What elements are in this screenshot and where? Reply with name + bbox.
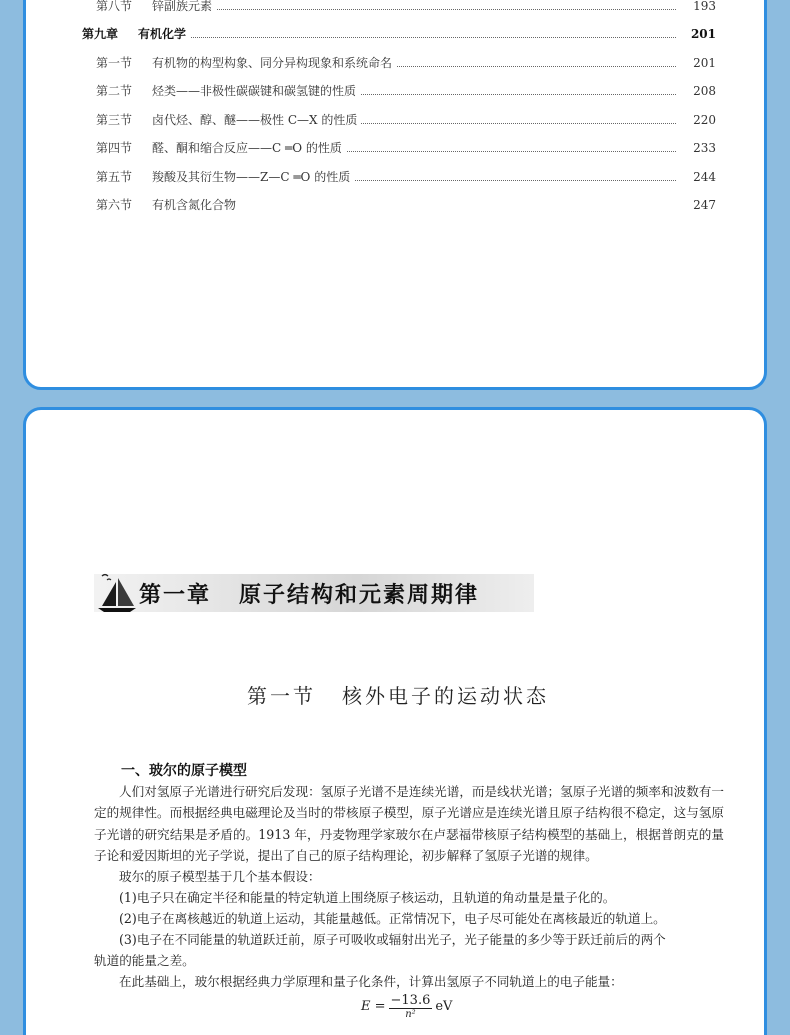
toc-section-title: 有机含氮化合物 <box>152 194 240 216</box>
toc-page-number: 220 <box>676 109 716 131</box>
chapter-name: 原子结构和元素周期律 <box>239 583 480 608</box>
assumption-item: (3)电子在不同能量的轨道跃迁前，原子可吸收或辐射出光子，光子能量的多少等于跃迁前后的两个 <box>119 932 666 947</box>
toc-section-row[interactable] <box>96 137 716 159</box>
toc-section-number: 第四节 <box>96 141 133 155</box>
toc-section-title: 锌副族元素 <box>152 0 216 17</box>
energy-formula <box>361 993 452 1020</box>
content-card <box>23 407 767 1035</box>
toc-section-number: 第八节 <box>96 0 133 13</box>
subsection-heading: 一、玻尔的原子模型 <box>121 763 247 779</box>
toc-section-number: 第一节 <box>96 56 133 70</box>
toc-section-title: 羧酸及其衍生物——Z—C ═O 的性质 <box>152 166 354 188</box>
toc-page-number: 233 <box>676 137 716 159</box>
formula-denominator: n² <box>405 1009 416 1020</box>
assumption-item: (2)电子在离核越近的轨道上运动，其能量越低。正常情况下，电子尽可能处在离核最近的轨道上。 <box>119 911 666 926</box>
toc-leader-dots <box>138 37 676 38</box>
toc-leader-dots <box>152 9 676 10</box>
chapter-banner <box>94 570 534 616</box>
toc-section-number: 第二节 <box>96 84 133 98</box>
toc-section-title: 卤代烃、醇、醚——极性 C—X 的性质 <box>152 109 361 131</box>
toc-chapter-title: 有机化学 <box>138 23 190 45</box>
formula-numerator: −13.6 <box>390 993 431 1008</box>
toc-row-partial[interactable] <box>96 0 716 17</box>
toc-section-row[interactable] <box>96 166 716 188</box>
toc-section-number: 第三节 <box>96 113 133 127</box>
toc-section-row[interactable] <box>96 109 716 131</box>
toc-page-number: 247 <box>676 194 716 216</box>
energy-intro: 在此基础上，玻尔根据经典力学原理和量子化条件，计算出氢原子不同轨道上的电子能量： <box>119 974 623 989</box>
toc-chapter-number: 第九章 <box>82 27 119 41</box>
toc-card <box>23 0 767 390</box>
toc-section-row[interactable] <box>96 194 716 216</box>
toc-page-number: 208 <box>676 80 716 102</box>
toc-section-number: 第五节 <box>96 170 133 184</box>
formula-unit: eV <box>435 999 453 1014</box>
formula-lhs: E = <box>361 999 386 1014</box>
toc-page-number: 244 <box>676 166 716 188</box>
formula-fraction <box>389 993 433 1020</box>
toc-section-title: 有机物的构型构象、同分异构现象和系统命名 <box>152 52 396 74</box>
toc-section-number: 第六节 <box>96 198 133 212</box>
toc-page-number: 201 <box>676 23 716 45</box>
toc-chapter-row[interactable] <box>82 23 716 45</box>
toc-page-number: 201 <box>676 52 716 74</box>
assumptions-intro: 玻尔的原子模型基于几个基本假设： <box>119 869 321 884</box>
section-title <box>26 680 770 709</box>
chapter-heading <box>139 578 479 609</box>
section-label: 第一节 <box>247 684 316 708</box>
section-name: 核外电子的运动状态 <box>342 684 549 708</box>
chapter-label: 第一章 <box>139 583 212 608</box>
sailboat-icon <box>94 570 138 616</box>
intro-paragraph: 人们对氢原子光谱进行研究后发现：氢原子光谱不是连续光谱，而是线状光谱；氢原子光谱的频率和波数有一定的规律性。而根据经典电磁理论及当时的带核原子模型，原子光谱应是连续光谱且原子结构很不稳定，这与氢原子光谱的研究结果是矛盾的。1913 年，丹麦物理学家玻尔在卢瑟福带核原子结构模型的基础上，根据普朗克的量子论和爱因斯坦的光子学说，提出了自己的原子结构理论，初步解释了氢原子光谱的规律。 <box>94 784 724 863</box>
toc-section-row[interactable] <box>96 52 716 74</box>
assumption-item: (1)电子只在确定半径和能量的特定轨道上围绕原子核运动，且轨道的角动量是量子化的。 <box>119 890 616 905</box>
toc-page-number: 193 <box>676 0 716 17</box>
toc-section-row[interactable] <box>96 80 716 102</box>
assumption-item-continued: 轨道的能量之差。 <box>94 953 195 968</box>
toc-section-title: 醛、酮和缩合反应——C ═O 的性质 <box>152 137 346 159</box>
toc-section-title: 烃类——非极性碳碳键和碳氢键的性质 <box>152 80 360 102</box>
